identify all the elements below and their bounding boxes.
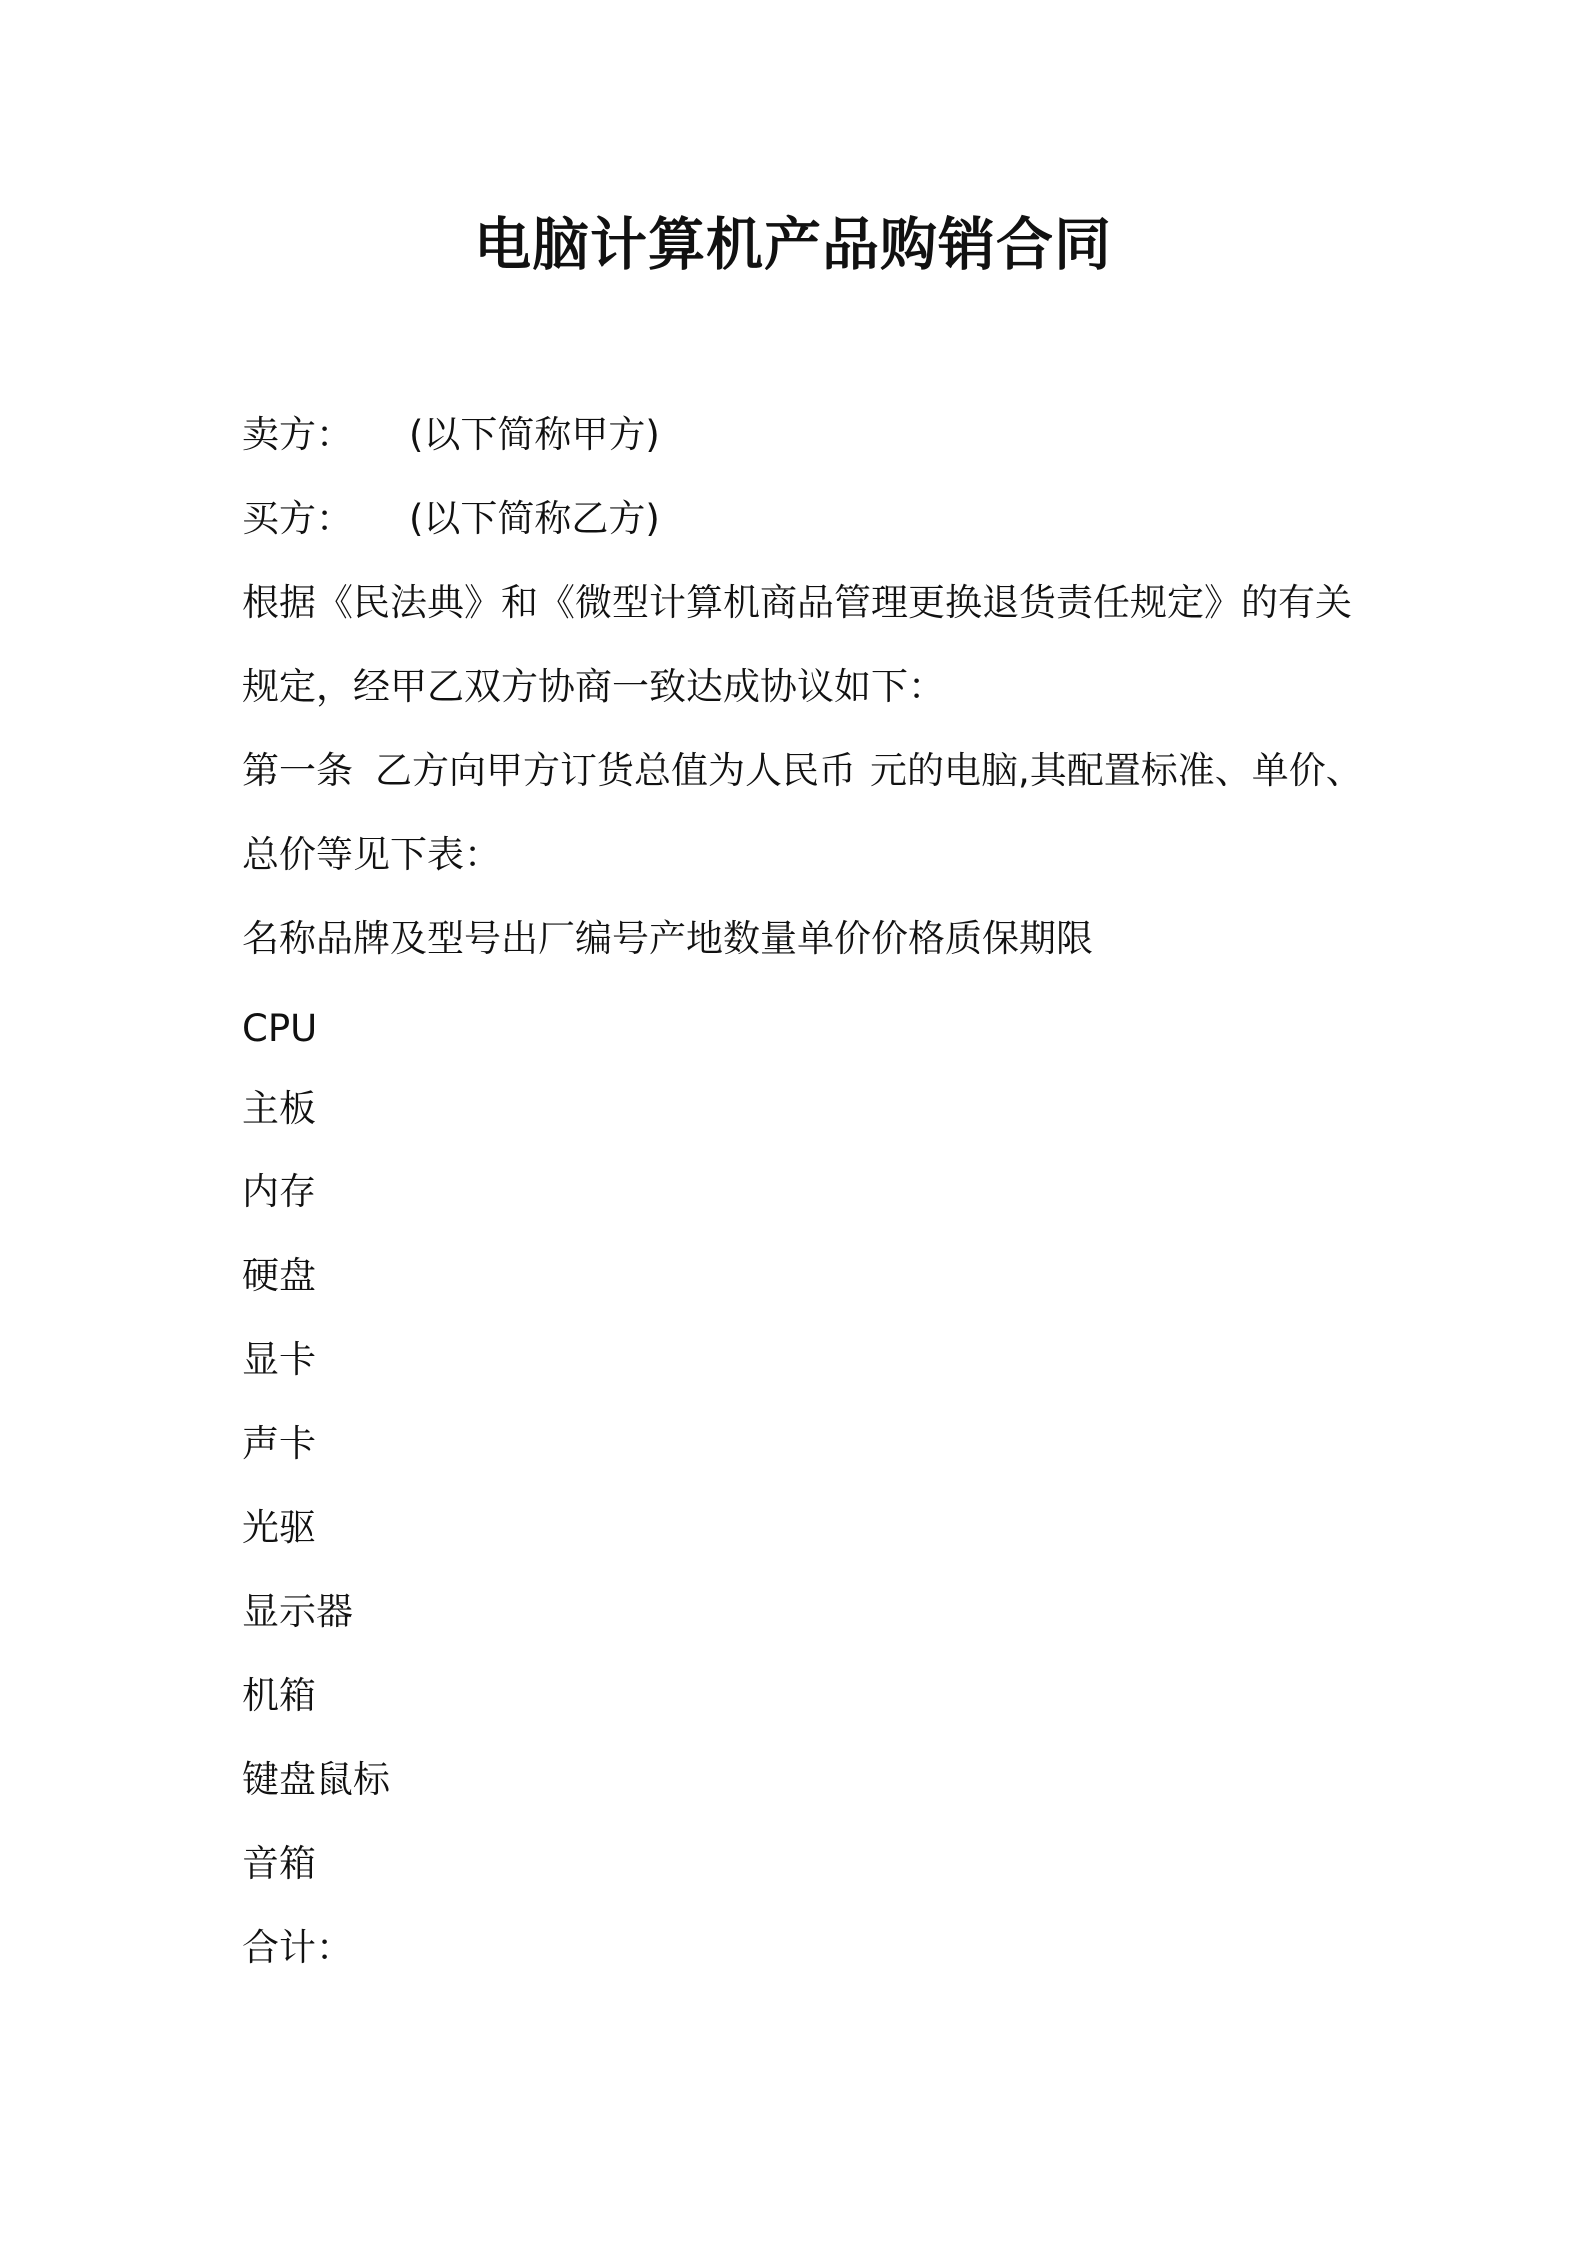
- total-label: 合计：: [242, 1926, 353, 1969]
- item-speakers: 音箱: [242, 1842, 316, 1885]
- seller-line: [242, 407, 660, 463]
- buyer-note: (以下简称乙方): [409, 497, 660, 540]
- item-graphics-card: 显卡: [242, 1338, 316, 1381]
- page-title: 电脑计算机产品购销合同: [474, 212, 1112, 278]
- item-keyboard-mouse: 键盘鼠标: [242, 1758, 390, 1801]
- article-1-line-1: [242, 743, 1363, 799]
- seller-note: (以下简称甲方): [409, 413, 660, 456]
- article-1-part-2: 元的电脑,其配置标准、单价、: [870, 749, 1363, 792]
- item-motherboard: 主板: [242, 1087, 316, 1130]
- item-hard-disk: 硬盘: [242, 1254, 316, 1297]
- buyer-label: 买方：: [242, 497, 353, 540]
- table-header: 名称品牌及型号出厂编号产地数量单价价格质保期限: [242, 917, 1093, 960]
- item-memory: 内存: [242, 1170, 316, 1213]
- intro-line-2: 规定，经甲乙双方协商一致达成协议如下：: [242, 665, 945, 708]
- item-cpu: CPU: [242, 1007, 318, 1050]
- item-case: 机箱: [242, 1674, 316, 1717]
- item-sound-card: 声卡: [242, 1422, 316, 1465]
- intro-line-1: 根据《民法典》和《微型计算机商品管理更换退货责任规定》的有关: [242, 581, 1352, 624]
- seller-label: 卖方：: [242, 413, 353, 456]
- item-monitor: 显示器: [242, 1590, 353, 1633]
- article-1-part-1: 乙方向甲方订货总值为人民币: [375, 749, 856, 792]
- article-1-line-2: 总价等见下表：: [242, 833, 501, 876]
- article-1-label: 第一条: [242, 749, 353, 792]
- buyer-line: [242, 491, 660, 547]
- item-optical-drive: 光驱: [242, 1506, 316, 1549]
